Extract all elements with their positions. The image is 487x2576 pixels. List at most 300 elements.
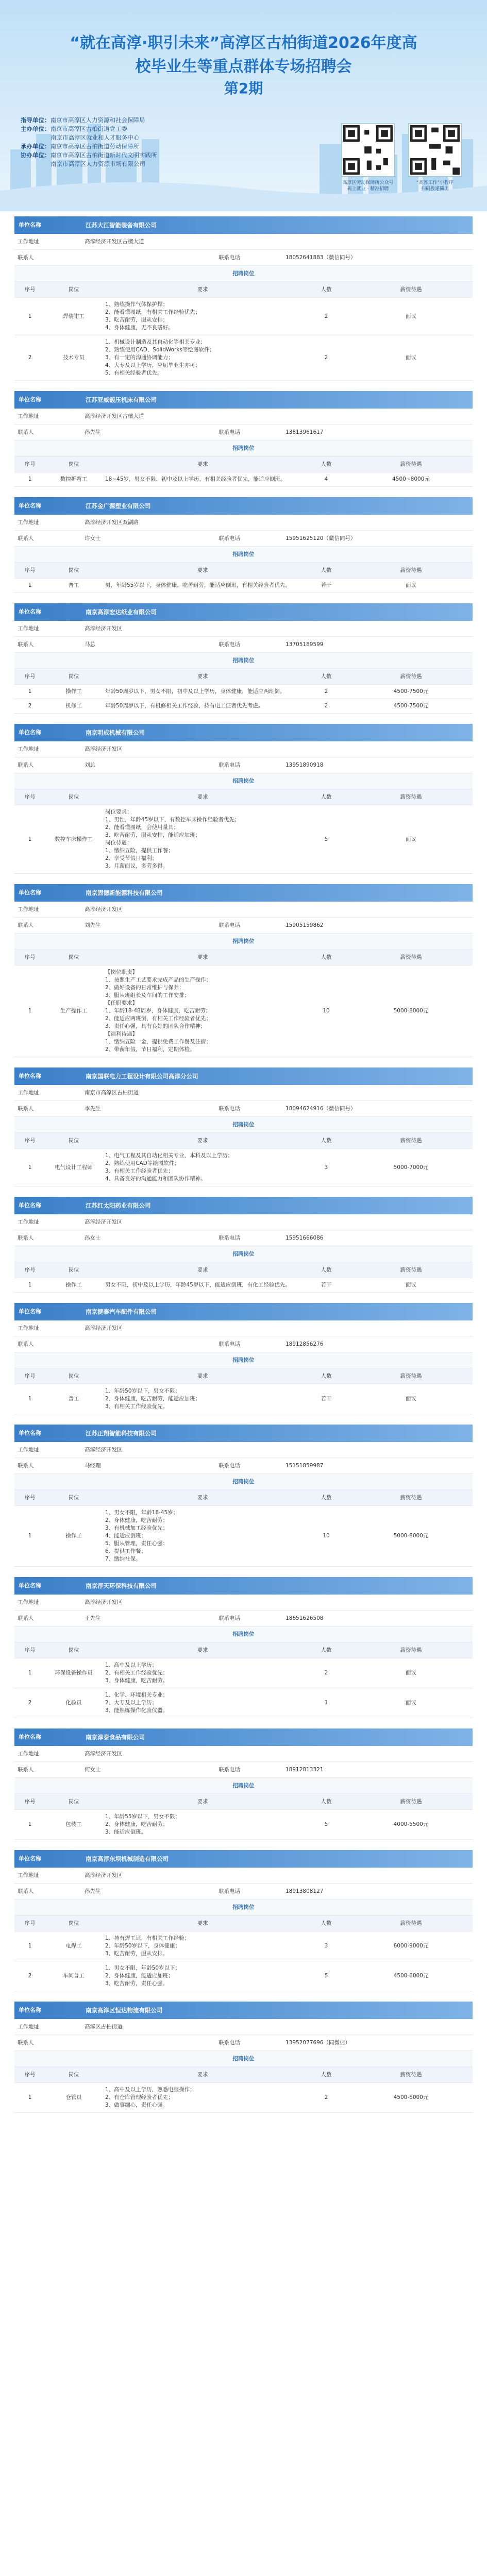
address-value: 高淳经济开发区双湖路 (85, 519, 139, 526)
contact-value (81, 1336, 215, 1352)
job-header-cell: 序号 (24, 1920, 36, 1926)
job-post: 机修工 (65, 703, 82, 709)
contact-row (14, 637, 473, 653)
job-header-cell: 要求 (197, 954, 208, 960)
job-requirements: 岗位要求： 1、男性，年龄45岁以下，有数控车床操作经验者优先； 2、能看懂图纸，会使用量具； 3、吃苦耐劳，服从安排，能适应加班； 岗位待遇： 1、缴纳五险，提供工作餐； 2、享受节假日福利； 3、月薪面议，多劳多得。 (105, 809, 240, 869)
address-label: 工作地址 (18, 906, 39, 912)
address-row (14, 741, 473, 757)
company-name-bar (14, 2002, 473, 2019)
address-value: 高淳经济开发区 (85, 1447, 123, 1453)
job-header-cell: 要求 (197, 1495, 208, 1501)
job-salary: 4500-7500元 (393, 703, 429, 709)
address-row (14, 2019, 473, 2035)
job-header-cell: 人数 (321, 954, 332, 960)
job-requirements: 年龄50周岁以下，男女不限，初中及以上学历，身体健康，能适应两班倒。 (105, 688, 286, 694)
phone-value: 15905159862 (286, 922, 324, 928)
company-name-label: 单位名称 (19, 396, 41, 403)
address-value: 南京市高淳区古柏街道 (85, 1090, 139, 1096)
company-block (14, 1067, 473, 1187)
job-requirements: 1、化学、环境相关专业； 2、大专及以上学历； 3、能熟练操作化验仪器。 (105, 1692, 169, 1714)
job-count: 5 (324, 1973, 328, 1979)
job-header-row (14, 1368, 473, 1384)
job-header-cell: 薪资待遇 (400, 461, 422, 467)
job-salary: 6000-9000元 (393, 1943, 429, 1949)
address-label: 工作地址 (18, 1872, 39, 1878)
positions-row (14, 934, 473, 950)
job-header-row (14, 563, 473, 579)
company-name-bar (14, 1067, 473, 1085)
qr-caption-2: “高淳工作”小程序 扫码投递简历 (416, 180, 454, 192)
job-header-cell: 要求 (197, 1647, 208, 1653)
job-count: 1 (324, 1700, 328, 1706)
address-row (14, 1746, 473, 1762)
company-name-label: 单位名称 (19, 1855, 41, 1862)
positions-row (14, 547, 473, 563)
job-header-cell: 要求 (197, 794, 208, 800)
job-header-cell: 人数 (321, 794, 332, 800)
job-salary: 4500-7500元 (393, 688, 429, 694)
job-count: 若干 (321, 582, 332, 588)
job-row (14, 1931, 473, 1961)
job-no: 1 (28, 1396, 32, 1402)
job-no: 2 (28, 354, 32, 361)
job-header-cell: 序号 (24, 286, 36, 293)
job-row (14, 1278, 473, 1293)
job-row (14, 1810, 473, 1840)
job-header-cell: 序号 (24, 1647, 36, 1653)
job-requirements: 1、高中及以上学历，熟悉电脑操作； 2、有仓库管理经验者优先； 3、做事细心，责任心强。 (105, 2087, 195, 2108)
contact-label: 联系人 (18, 1767, 34, 1773)
address-value: 高淳经济开发区 (85, 746, 123, 752)
job-header-cell: 序号 (24, 1267, 36, 1273)
job-post: 环保设备操作员 (55, 1670, 93, 1676)
job-row (14, 699, 473, 714)
org-line: 协办单位：南京市高淳区古柏街道新时代文明实践所 (21, 151, 157, 159)
positions-label: 招聘岗位 (232, 938, 255, 944)
phone-label: 联系电话 (219, 535, 240, 541)
phone-label: 联系电话 (219, 1463, 240, 1469)
job-header-cell: 薪资待遇 (400, 1647, 422, 1653)
job-header-cell: 人数 (321, 461, 332, 467)
job-header-cell: 薪资待遇 (400, 673, 422, 680)
job-requirements: 【岗位职责】 1、按照生产工艺要求完成产品的生产操作； 2、做好设备的日常维护与保养； 3、服从班组长及车间的工作安排； 【任职要求】 1、年龄18-48周岁，身体健康，吃苦耐劳； 2、能适应两班倒，有相关工作经验者优先； 3、责任心强，具有良好的团队合作精神； 【福利待遇】 1、缴纳五险一金，提供免费工作餐及住宿； 2、带薪年假，节日福利，定期体检。 (105, 969, 212, 1053)
job-header-cell: 序号 (24, 1799, 36, 1805)
job-header-cell: 要求 (197, 1138, 208, 1144)
company-name-bar (14, 216, 473, 234)
contact-label: 联系人 (18, 429, 34, 435)
job-count: 2 (324, 2094, 328, 2100)
job-header-cell: 序号 (24, 2072, 36, 2078)
contact-row (14, 918, 473, 934)
company-name: 南京高淳宏达纸业有限公司 (86, 608, 157, 616)
company-name-bar (14, 1577, 473, 1595)
job-count: 3 (324, 1943, 328, 1949)
job-requirements: 1、男女不限，年龄18-45岁； 2、身体健康，吃苦耐劳； 3、有机械加工经验优先； 4、能适应倒班； 5、服从管理，责任心强； 6、提供工作餐； 7、缴纳社保。 (105, 1510, 179, 1562)
job-row (14, 805, 473, 874)
job-header-cell: 人数 (321, 2072, 332, 2078)
company-block (14, 603, 473, 714)
qr-code-1[interactable] (340, 124, 396, 192)
positions-label: 招聘岗位 (232, 1479, 255, 1485)
job-salary: 面议 (406, 1396, 416, 1402)
address-label: 工作地址 (18, 519, 39, 526)
contact-label: 联系人 (18, 922, 34, 928)
address-row (14, 1595, 473, 1611)
contact-row (14, 250, 473, 266)
job-header-cell: 要求 (197, 1267, 208, 1273)
company-name-bar (14, 884, 473, 902)
org-line: 承办单位：南京市高淳区古柏街道劳动保障所 (21, 143, 139, 150)
job-row (14, 1961, 473, 1991)
company-name: 南京明成机械有限公司 (86, 729, 145, 736)
job-row (14, 472, 473, 487)
job-header-cell: 薪资待遇 (400, 1267, 422, 1273)
job-requirements: 1、持有焊工证，有相关工作经验； 2、年龄50岁以下，身体健康； 3、吃苦耐劳，服从安排。 (105, 1935, 190, 1957)
address-row (14, 1085, 473, 1101)
address-row (14, 515, 473, 531)
job-requirements: 年龄50周岁以下，有机修相关工作经验，持有电工证者优先考虑。 (105, 703, 264, 709)
positions-row (14, 1117, 473, 1133)
positions-row (14, 773, 473, 789)
job-header-cell: 人数 (321, 673, 332, 680)
job-requirements: 18~45岁，男女不限，初中及以上学历，有相关经验者优先，能适应倒班。 (105, 476, 286, 482)
qr-code-2[interactable] (407, 124, 463, 192)
job-no: 1 (28, 476, 32, 482)
job-header-cell: 人数 (321, 1920, 332, 1926)
job-header-cell: 要求 (197, 567, 208, 573)
phone-label: 联系电话 (219, 922, 240, 928)
job-post: 电气设计工程师 (55, 1164, 93, 1171)
job-post: 包装工 (65, 1821, 82, 1827)
phone-value: 18094624916（微信同号） (286, 1106, 356, 1112)
job-no: 2 (28, 1700, 32, 1706)
contact-row (14, 425, 473, 440)
job-count: 5 (324, 836, 328, 842)
job-header-cell: 岗位 (68, 2072, 79, 2078)
job-header-cell: 序号 (24, 954, 36, 960)
job-row (14, 1688, 473, 1718)
address-label: 工作地址 (18, 2024, 39, 2030)
phone-label: 联系电话 (219, 1341, 240, 1347)
contact-label: 联系人 (18, 1106, 34, 1112)
job-header-cell: 岗位 (68, 286, 79, 293)
job-header-row (14, 1262, 473, 1278)
job-count: 10 (323, 1008, 330, 1014)
organizer-list (21, 116, 330, 168)
company-block (14, 1197, 473, 1293)
job-header-cell: 岗位 (68, 1495, 79, 1501)
positions-row (14, 653, 473, 669)
address-row (14, 902, 473, 918)
job-salary: 面议 (406, 313, 416, 319)
address-row (14, 1868, 473, 1884)
job-header-cell: 人数 (321, 1799, 332, 1805)
job-requirements: 1、男女不限，年龄50岁以下； 2、身体健康，能适应加班； 3、吃苦耐劳，责任心强。 (105, 1965, 181, 1987)
company-block (14, 497, 473, 593)
job-header-cell: 人数 (321, 1373, 332, 1379)
job-row (14, 1658, 473, 1688)
job-header-cell: 岗位 (68, 1799, 79, 1805)
job-count: 2 (324, 703, 328, 709)
job-count: 4 (324, 476, 328, 482)
job-row (14, 685, 473, 699)
phone-label: 联系电话 (219, 1615, 240, 1621)
job-header-cell: 序号 (24, 461, 36, 467)
title-line-1: “就在高淳·职引未来”高淳区古柏街道2026年度高 (70, 34, 417, 52)
company-name: 江苏大江智能装备有限公司 (86, 222, 157, 229)
company-name-label: 单位名称 (19, 222, 41, 228)
phone-value: 15151859987 (286, 1463, 324, 1469)
company-name-bar (14, 1197, 473, 1214)
company-block (14, 1728, 473, 1840)
job-header-cell: 要求 (197, 1799, 208, 1805)
job-header-cell: 薪资待遇 (400, 794, 422, 800)
job-requirements: 1、熟练操作气体保护焊； 2、能看懂图纸，有相关工作经验优先； 3、吃苦耐劳，服从安排； 4、身体健康，无不良嗜好。 (105, 301, 201, 331)
phone-label: 联系电话 (219, 1767, 240, 1773)
phone-label: 联系电话 (219, 1106, 240, 1112)
qr-caption-1: 高淳区劳动保障所公众号 码上就业 · 精准招聘 (342, 180, 394, 192)
job-count: 2 (324, 688, 328, 694)
phone-value: 13813961617 (286, 429, 324, 435)
job-header-cell: 薪资待遇 (400, 1373, 422, 1379)
job-requirements: 1、高中及以上学历； 2、有相关工作经验优先； 3、身体健康，吃苦耐劳。 (105, 1662, 169, 1684)
job-salary: 面议 (406, 1700, 416, 1706)
address-row (14, 1214, 473, 1230)
job-count: 3 (324, 1164, 328, 1171)
company-block (14, 2002, 473, 2113)
job-header-cell: 序号 (24, 567, 36, 573)
job-post: 车间普工 (63, 1973, 85, 1979)
address-label: 工作地址 (18, 1219, 39, 1225)
address-label: 工作地址 (18, 413, 39, 419)
job-header-cell: 人数 (321, 1495, 332, 1501)
address-value: 高淳经济开发区古檀大道 (85, 239, 144, 245)
job-post: 操作工 (65, 688, 82, 694)
job-header-row (14, 456, 473, 472)
address-value: 高淳经济开发区 (85, 1599, 123, 1605)
company-name-bar (14, 497, 473, 515)
job-header-row (14, 1133, 473, 1149)
job-header-cell: 岗位 (68, 673, 79, 680)
contact-row (14, 1762, 473, 1778)
phone-value: 18052641883（微信同号） (286, 255, 356, 261)
job-post: 电焊工 (65, 1943, 82, 1949)
company-name-label: 单位名称 (19, 1073, 41, 1079)
phone-label: 联系电话 (219, 1235, 240, 1241)
address-value: 高淳经济开发区 (85, 1325, 123, 1331)
contact-value: 孙先生 (85, 429, 101, 435)
qr-code-icon (342, 124, 394, 176)
address-label: 工作地址 (18, 1751, 39, 1757)
address-value: 高淳经济开发区 (85, 906, 123, 912)
company-name: 江苏红太阳药业有限公司 (86, 1202, 151, 1209)
job-header-cell: 薪资待遇 (400, 2072, 422, 2078)
job-header-row (14, 1490, 473, 1506)
company-name-bar (14, 391, 473, 409)
contact-label: 联系人 (18, 1615, 34, 1621)
company-name-bar (14, 724, 473, 741)
job-salary: 面议 (406, 836, 416, 842)
qr-code-icon (409, 124, 461, 176)
job-post: 数控折弯工 (60, 476, 88, 482)
job-salary: 5000-8000元 (393, 1008, 429, 1014)
job-no: 1 (28, 1533, 32, 1539)
contact-label: 联系人 (18, 2040, 34, 2046)
positions-row (14, 1900, 473, 1916)
company-name-label: 单位名称 (19, 2007, 41, 2013)
job-header-cell: 人数 (321, 1647, 332, 1653)
phone-label: 联系电话 (219, 255, 240, 261)
contact-row (14, 1884, 473, 1900)
company-name-bar (14, 603, 473, 621)
address-label: 工作地址 (18, 1447, 39, 1453)
job-header-cell: 序号 (24, 673, 36, 680)
company-name: 南京淳泰食品有限公司 (86, 1734, 145, 1741)
job-count: 2 (324, 313, 328, 319)
contact-row (14, 2035, 473, 2051)
company-block (14, 391, 473, 487)
job-header-cell: 序号 (24, 1138, 36, 1144)
company-name: 江苏亚威锻压机床有限公司 (86, 396, 157, 403)
contact-value (81, 250, 215, 265)
company-name: 南京国联电力工程设计有限公司高淳分公司 (86, 1073, 198, 1080)
job-salary: 面议 (406, 1282, 416, 1288)
job-header-cell: 岗位 (68, 1373, 79, 1379)
job-salary: 面议 (406, 354, 416, 361)
job-header-cell: 人数 (321, 1138, 332, 1144)
job-count: 2 (324, 1670, 328, 1676)
company-name: 南京高淳东坝机械制造有限公司 (86, 1855, 169, 1862)
phone-value: 15951666086 (286, 1235, 324, 1241)
job-header-cell: 人数 (321, 286, 332, 293)
org-line: 主办单位：南京市高淳区古柏街道党工委 (21, 125, 127, 132)
job-salary: 面议 (406, 582, 416, 588)
org-line: 指导单位：南京市高淳区人力资源和社会保障局 (21, 116, 145, 124)
job-header-cell: 岗位 (68, 461, 79, 467)
address-label: 工作地址 (18, 239, 39, 245)
contact-value: 李先生 (85, 1106, 101, 1112)
job-header-cell: 岗位 (68, 1138, 79, 1144)
phone-label: 联系电话 (219, 1888, 240, 1894)
job-count: 2 (324, 354, 328, 361)
contact-row (14, 1230, 473, 1246)
job-salary: 4500~8000元 (392, 476, 430, 482)
contact-row (14, 1611, 473, 1626)
company-name-bar (14, 1850, 473, 1868)
job-header-cell: 序号 (24, 1495, 36, 1501)
positions-row (14, 2051, 473, 2067)
positions-label: 招聘岗位 (232, 1904, 255, 1910)
contact-value: 许女士 (85, 535, 101, 541)
job-salary: 面议 (406, 1670, 416, 1676)
company-name: 南京淳天环保科技有限公司 (86, 1582, 157, 1589)
job-header-cell: 岗位 (68, 1267, 79, 1273)
job-no: 1 (28, 313, 32, 319)
job-row (14, 2083, 473, 2113)
job-row (14, 335, 473, 381)
phone-value: 18651626508 (286, 1615, 324, 1621)
job-post: 生产操作工 (60, 1008, 88, 1014)
address-row (14, 409, 473, 425)
company-name-label: 单位名称 (19, 608, 41, 615)
company-name: 南京高淳区恒达物流有限公司 (86, 2007, 163, 2014)
job-header-cell: 薪资待遇 (400, 1495, 422, 1501)
job-header-cell: 薪资待遇 (400, 1138, 422, 1144)
contact-value: 马总 (85, 641, 95, 648)
job-header-row (14, 2067, 473, 2083)
positions-label: 招聘岗位 (232, 1251, 255, 1257)
contact-value: 刘总 (85, 762, 95, 768)
company-block (14, 724, 473, 874)
address-row (14, 234, 473, 250)
company-name-bar (14, 1728, 473, 1746)
job-header-cell: 要求 (197, 286, 208, 293)
job-requirements: 男女不限，初中及以上学历，年龄45岁以下，能适应倒班，有化工经验优先。 (105, 1282, 291, 1288)
positions-label: 招聘岗位 (232, 778, 255, 784)
positions-row (14, 1778, 473, 1794)
job-header-row (14, 950, 473, 965)
phone-value: 18912813321 (286, 1767, 324, 1773)
job-row (14, 1149, 473, 1187)
address-value: 高淳区古柏街道 (85, 2024, 123, 2030)
contact-value: 刘先生 (85, 922, 101, 928)
phone-value: 13705189599 (286, 641, 324, 648)
job-header-cell: 薪资待遇 (400, 1920, 422, 1926)
contact-label: 联系人 (18, 1463, 34, 1469)
job-header-row (14, 1794, 473, 1810)
job-post: 焊装钳工 (63, 313, 85, 319)
job-post: 技术专员 (63, 354, 85, 361)
job-header-row (14, 789, 473, 805)
address-label: 工作地址 (18, 625, 39, 632)
contact-label: 联系人 (18, 1235, 34, 1241)
positions-label: 招聘岗位 (232, 1357, 255, 1363)
job-requirements: 1、年龄50岁以下，男女不限； 2、身体健康，吃苦耐劳，能适应加班； 3、有相关工作经验优先。 (105, 1388, 201, 1410)
job-no: 1 (28, 688, 32, 694)
job-no: 1 (28, 582, 32, 588)
job-header-cell: 要求 (197, 1920, 208, 1926)
company-name-label: 单位名称 (19, 1202, 41, 1209)
job-header-cell: 人数 (321, 1267, 332, 1273)
company-block (14, 216, 473, 381)
contact-label: 联系人 (18, 535, 34, 541)
org-line: 南京市高淳区就业和人才服务中心 (51, 134, 140, 141)
job-post: 操作工 (65, 1533, 82, 1539)
job-no: 1 (28, 1008, 32, 1014)
title-line-2: 校毕业生等重点群体专场招聘会 (135, 58, 352, 76)
company-name: 南京固德新能源科技有限公司 (86, 889, 163, 896)
phone-label: 联系电话 (219, 641, 240, 648)
job-header-cell: 要求 (197, 461, 208, 467)
positions-label: 招聘岗位 (232, 551, 255, 557)
address-value: 高淳经济开发区 (85, 1219, 123, 1225)
job-header-cell: 岗位 (68, 567, 79, 573)
positions-label: 招聘岗位 (232, 2056, 255, 2062)
company-name: 南京捷泰汽车配件有限公司 (86, 1308, 157, 1315)
job-header-cell: 岗位 (68, 1920, 79, 1926)
contact-value: 孙女士 (85, 1235, 101, 1241)
job-requirements: 1、机械设计制造及其自动化等相关专业； 2、熟练使用CAD、SolidWorks等绘图软件； 3、有一定的沟通协调能力； 4、大专及以上学历，应届毕业生亦可； 5、有相关经验者优先。 (105, 339, 215, 376)
contact-value (81, 2035, 215, 2050)
address-value: 高淳经济开发区 (85, 625, 123, 632)
company-name-label: 单位名称 (19, 889, 41, 896)
title-line-3: 第2期 (224, 80, 263, 97)
address-row (14, 1442, 473, 1458)
phone-label: 联系电话 (219, 2040, 240, 2046)
positions-row (14, 1474, 473, 1490)
contact-label: 联系人 (18, 1341, 34, 1347)
job-header-cell: 要求 (197, 673, 208, 680)
